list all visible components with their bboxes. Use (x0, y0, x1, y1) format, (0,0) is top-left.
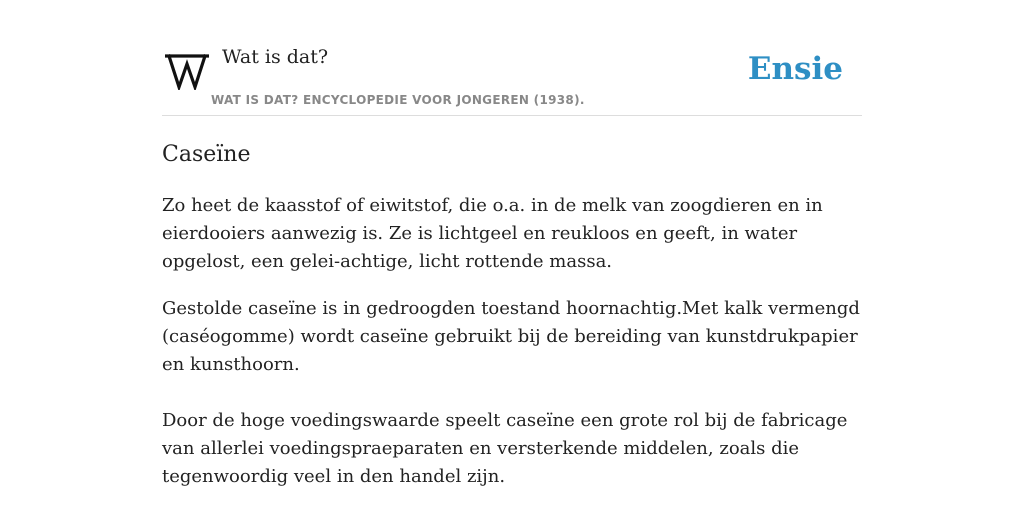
article-paragraph: Gestolde caseïne is in gedroogden toestand hoornachtig.Met kalk vermengd (caséogomme) wordt caseïne gebruikt bij de bereiding van kunstdrukpapier en kunsthoorn. Door de hoge voedingswaarde speelt caseïne een grote rol bij de fabricage van allerlei voedingspraeparaten en versterkende middelen, zoals die tegenwoordig veel in den handel zijn. (162, 298, 860, 487)
article-title: Caseïne (162, 142, 251, 167)
article (162, 139, 862, 491)
article-paragraph: Zo heet de kaasstof of eiwitstof, die o.a. in de melk van zoogdieren en in eierdooiers aanwezig is. Ze is lichtgeel en reukloos en geeft, in water opgelost, een gelei-achtige, licht rottende massa. (162, 195, 823, 272)
site-subtitle: WAT IS DAT? ENCYCLOPEDIE VOOR JONGEREN (1938). (211, 93, 585, 107)
ensie-logo-link[interactable]: Ensie (747, 51, 843, 87)
site-title[interactable]: Wat is dat? (222, 46, 329, 68)
header (162, 40, 862, 116)
wikipedia-w-icon[interactable] (165, 52, 209, 90)
